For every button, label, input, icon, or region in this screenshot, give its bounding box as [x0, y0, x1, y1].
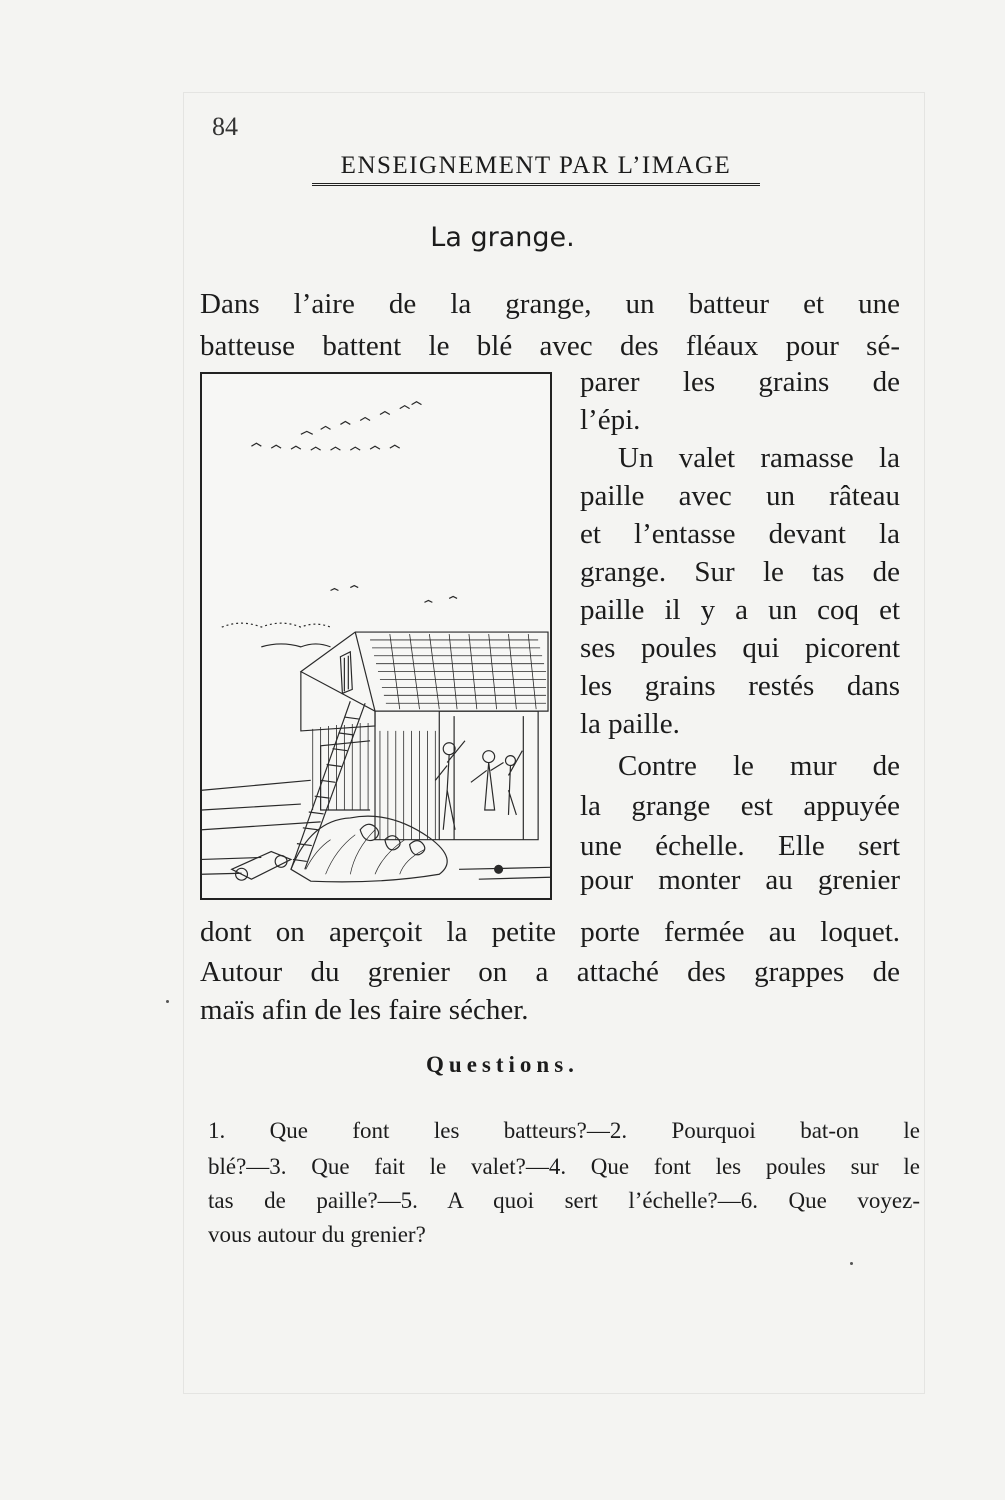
body-line: paille avec un râteau [580, 480, 900, 512]
body-line: une échelle. Elle sert [580, 830, 900, 862]
body-line: paille il y a un coq et [580, 594, 900, 626]
page-number: 84 [212, 112, 238, 141]
body-line: Contre le mur de [618, 750, 900, 782]
body-line: Dans l’aire de la grange, un batteur et une [200, 288, 900, 320]
running-head: ENSEIGNEMENT PAR L’IMAGE [312, 152, 760, 186]
body-line: grange. Sur le tas de [580, 556, 900, 588]
body-line: Un valet ramasse la [618, 442, 900, 474]
body-line: la paille. [580, 708, 680, 740]
body-line: la grange est appuyée [580, 790, 900, 822]
question-line: blé?—3. Que fait le valet?—4. Que font les poules sur le [208, 1154, 920, 1179]
question-line: 1. Que font les batteurs?—2. Pourquoi bat-on le [208, 1118, 920, 1143]
barn-illustration [200, 372, 552, 900]
question-line: tas de paille?—5. A quoi sert l’échelle?—6. Que voyez- [208, 1188, 920, 1213]
stray-mark [850, 1262, 853, 1265]
body-line: l’épi. [580, 404, 641, 436]
body-line: pour monter au grenier [580, 864, 900, 896]
body-line: parer les grains de [580, 366, 900, 398]
barn-engraving [202, 374, 550, 898]
body-line: et l’entasse devant la [580, 518, 900, 550]
question-line: vous autour du grenier? [208, 1222, 426, 1247]
body-line: dont on aperçoit la petite porte fermée au loquet. [200, 916, 900, 948]
section-title: La grange. [430, 222, 575, 253]
body-line: les grains restés dans [580, 670, 900, 702]
body-line: maïs afin de les faire sécher. [200, 994, 529, 1026]
body-line: ses poules qui picorent [580, 632, 900, 664]
body-line: Autour du grenier on a attaché des grappes de [200, 956, 900, 988]
questions-title: Questions. [426, 1052, 579, 1077]
body-line: batteuse battent le blé avec des fléaux pour sé- [200, 330, 900, 362]
stray-mark [166, 1000, 169, 1003]
